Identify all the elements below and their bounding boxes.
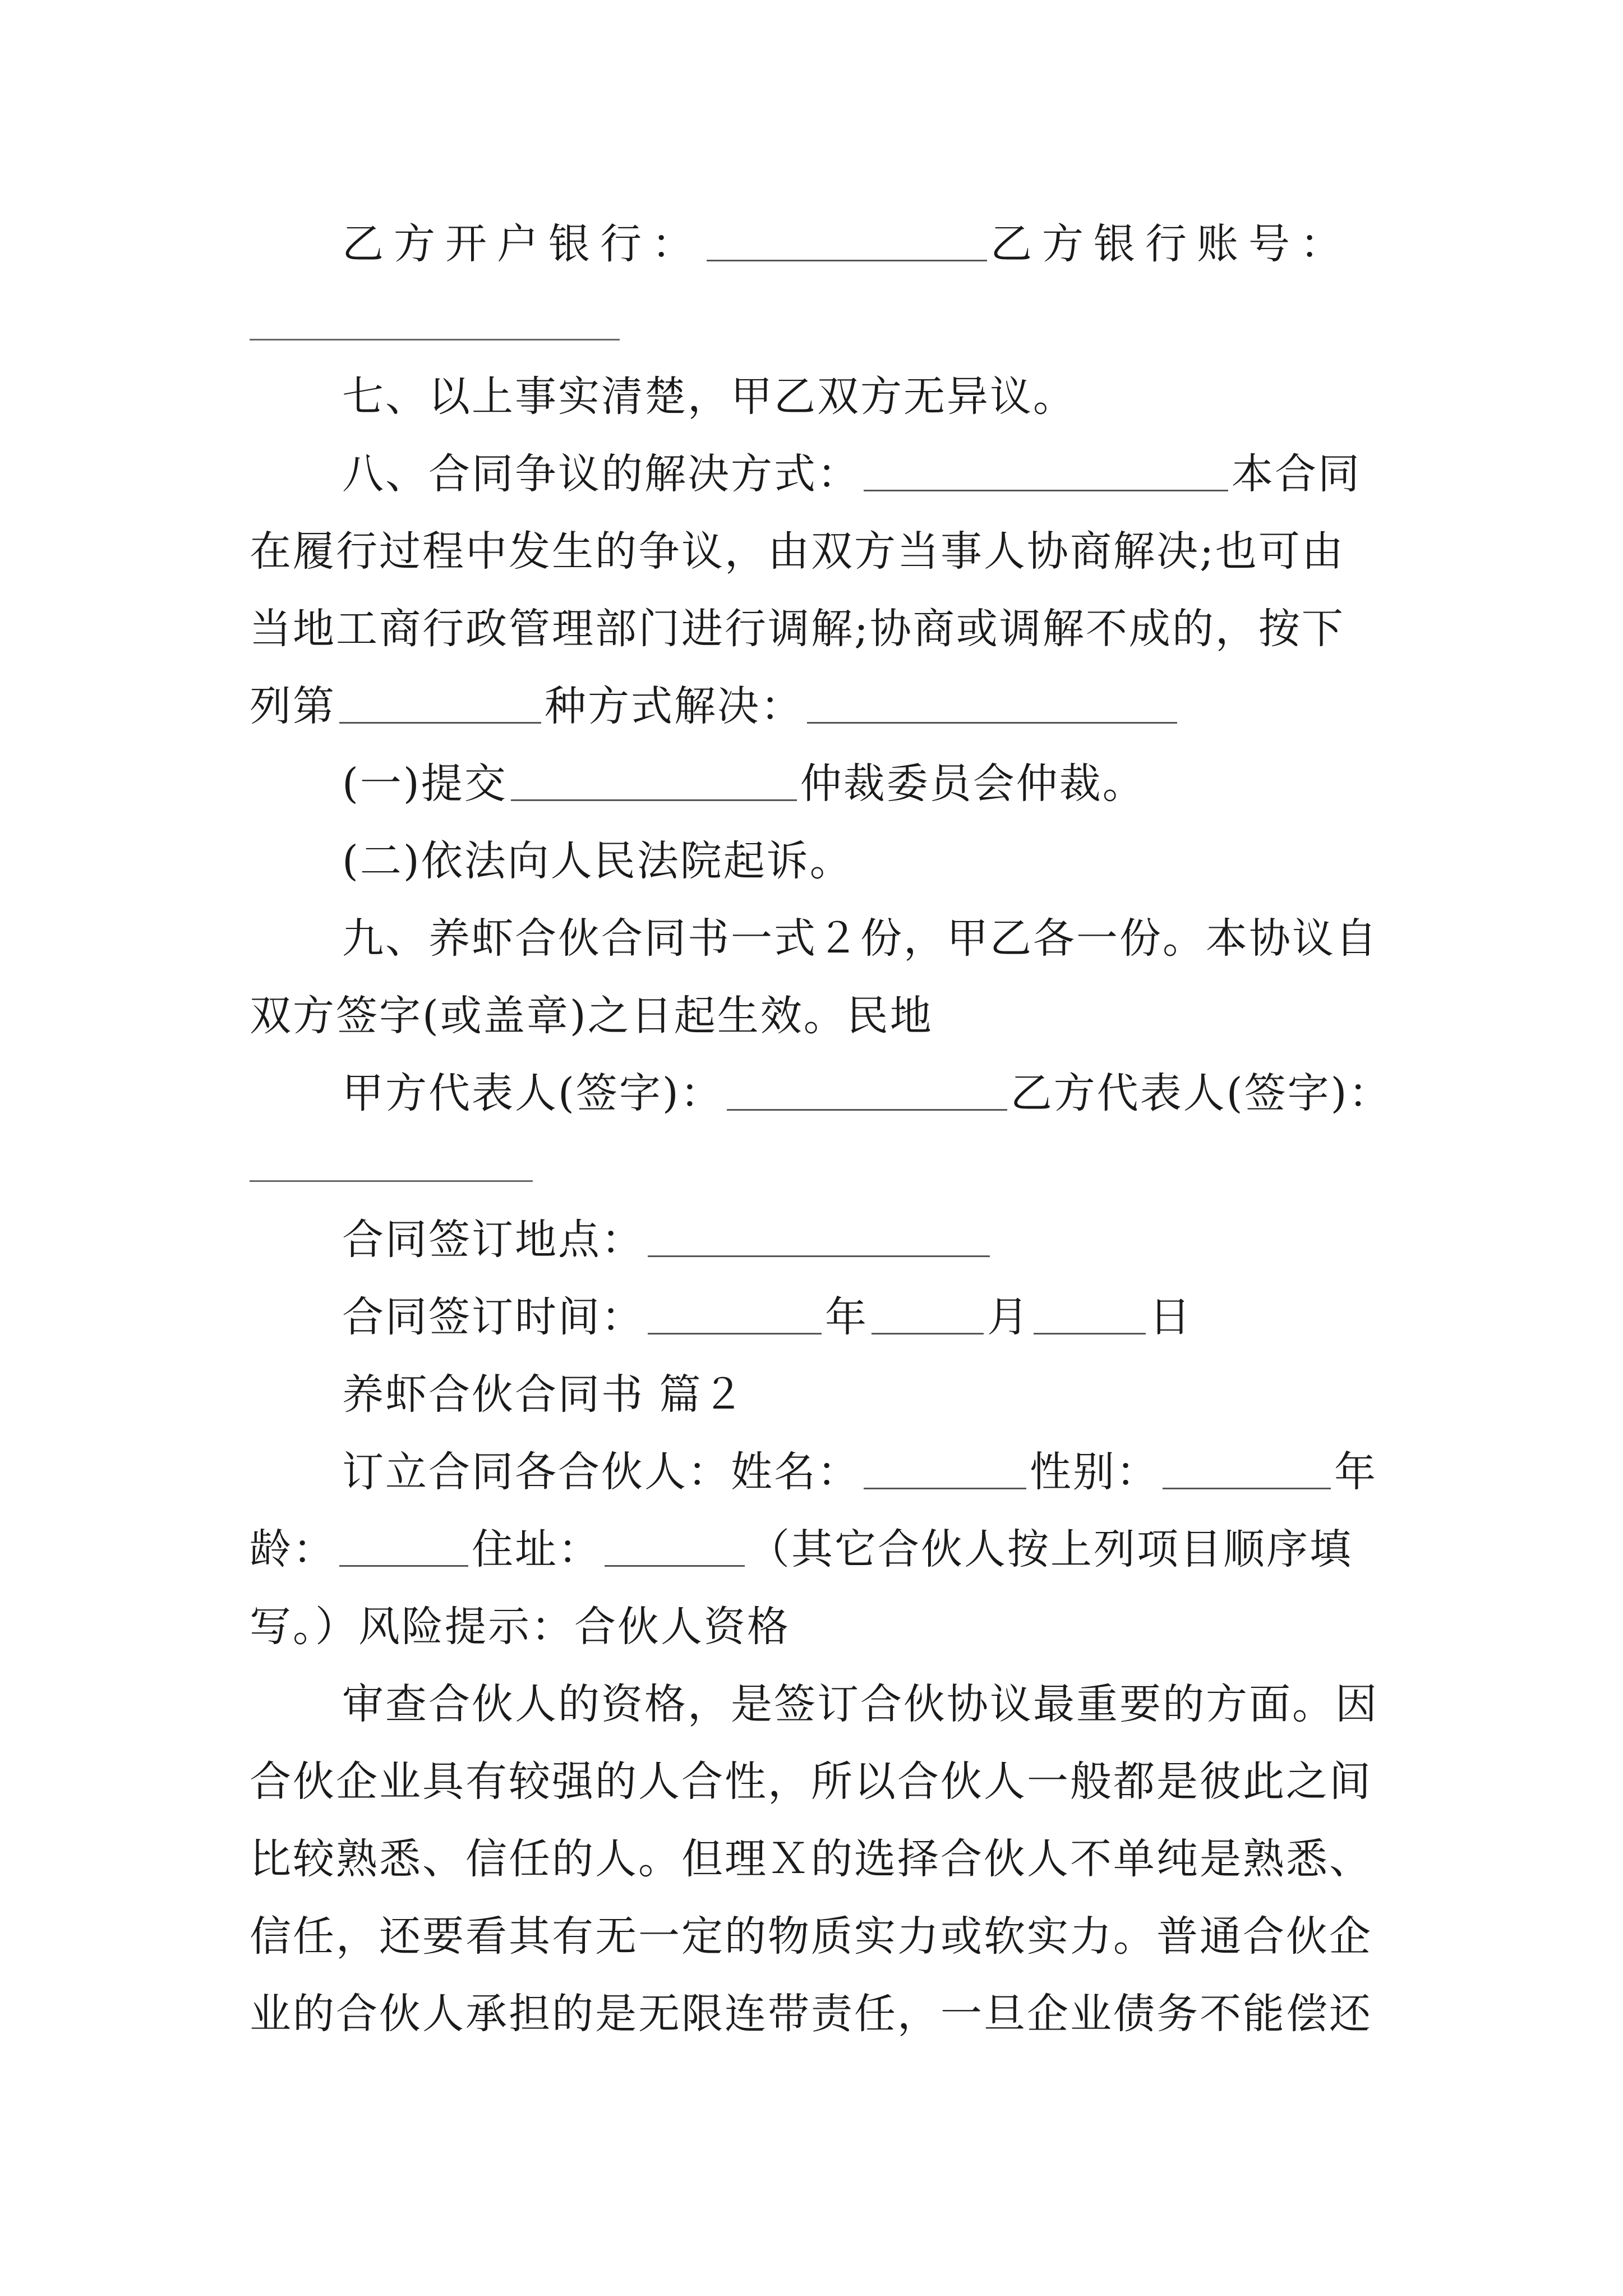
party-b-bank-label: 乙方开户银行： bbox=[342, 220, 703, 268]
party-b-account-blank[interactable] bbox=[250, 339, 620, 341]
method-prefix: 列第 bbox=[250, 682, 336, 730]
partner-gender-label: 性别： bbox=[1030, 1448, 1159, 1496]
paragraph-9-line1: 九、养虾合伙合同书一式２份，甲乙各一份。本协议自 bbox=[342, 914, 1378, 963]
partners-line2 bbox=[0, 1519, 1623, 1580]
partner-age-label-b: 龄： bbox=[250, 1525, 336, 1573]
option-1-prefix: (一)提交 bbox=[342, 760, 508, 808]
option-1-suffix: 仲裁委员会仲裁。 bbox=[800, 760, 1146, 808]
signature-line bbox=[0, 1062, 1623, 1124]
method-suffix: 种方式解决： bbox=[545, 682, 804, 730]
month-blank[interactable] bbox=[872, 1300, 984, 1335]
day-label: 日 bbox=[1149, 1293, 1192, 1341]
party-a-signature-blank[interactable] bbox=[727, 1076, 1007, 1111]
method-number-blank[interactable] bbox=[339, 689, 541, 724]
section-heading: 养虾合伙合同书 篇２ bbox=[342, 1370, 746, 1419]
signing-place-line bbox=[0, 1209, 1623, 1271]
partner-name-label: 订立合同各合伙人：姓名： bbox=[342, 1448, 860, 1496]
method-detail-blank[interactable] bbox=[807, 689, 1177, 724]
qualification-p-line3: 比较熟悉、信任的人。但理Ｘ的选择合伙人不单纯是熟悉、 bbox=[250, 1835, 1372, 1883]
party-b-account-label: 乙方银行账号： bbox=[990, 220, 1352, 268]
partner-age-label-a: 年 bbox=[1334, 1448, 1377, 1496]
partners-line1 bbox=[0, 1441, 1623, 1503]
signing-date-line bbox=[0, 1286, 1623, 1348]
month-label: 月 bbox=[987, 1293, 1030, 1341]
partners-line3: 写。）风险提示：合伙人资格 bbox=[250, 1603, 790, 1651]
partner-gender-blank[interactable] bbox=[1163, 1455, 1331, 1489]
qualification-p-line5: 业的合伙人承担的是无限连带责任，一旦企业债务不能偿还 bbox=[250, 1990, 1372, 2038]
party-a-rep-label: 甲方代表人(签字)： bbox=[342, 1069, 723, 1117]
partner-address-blank[interactable] bbox=[605, 1533, 745, 1567]
party-b-signature-blank[interactable] bbox=[250, 1180, 533, 1182]
qualification-p-line4: 信任，还要看其有无一定的物质实力或软实力。普通合伙企 bbox=[250, 1912, 1372, 1961]
signing-date-label: 合同签订时间： bbox=[342, 1293, 644, 1341]
option-2: (二)依法向人民法院起诉。 bbox=[342, 837, 853, 885]
partner-age-blank[interactable] bbox=[339, 1533, 468, 1567]
year-label: 年 bbox=[825, 1293, 868, 1341]
paragraph-7: 七、以上事实清楚，甲乙双方无异议。 bbox=[342, 372, 1076, 421]
qualification-p-line2: 合伙企业具有较强的人合性，所以合伙人一般都是彼此之间 bbox=[250, 1757, 1372, 1806]
partner-address-label: 住址： bbox=[472, 1525, 601, 1573]
signing-place-label: 合同签订地点： bbox=[342, 1216, 644, 1264]
paragraph-9-line2: 双方签字(或盖章)之日起生效。民地 bbox=[250, 992, 933, 1040]
partner-name-blank[interactable] bbox=[864, 1455, 1026, 1489]
option-1 bbox=[0, 753, 1623, 815]
paragraph-8-line1 bbox=[0, 443, 1623, 505]
dispute-tail: 本合同 bbox=[1232, 450, 1361, 498]
dispute-resolution-blank[interactable] bbox=[864, 457, 1228, 491]
paragraph-8-line2: 在履行过程中发生的争议，由双方当事人协商解决;也可由 bbox=[250, 527, 1345, 576]
qualification-p-line1: 审查合伙人的资格，是签订合伙协议最重要的方面。因 bbox=[342, 1680, 1378, 1728]
arbitration-committee-blank[interactable] bbox=[511, 767, 797, 801]
partners-note: （其它合伙人按上列项目顺序填 bbox=[748, 1525, 1353, 1573]
signing-place-blank[interactable] bbox=[648, 1223, 990, 1257]
dispute-resolution-label: 八、合同争议的解决方式： bbox=[342, 450, 860, 498]
paragraph-8-line3: 当地工商行政管理部门进行调解;协商或调解不成的，按下 bbox=[250, 605, 1345, 653]
party-b-bank-blank[interactable] bbox=[707, 227, 987, 261]
party-b-rep-label: 乙方代表人(签字)： bbox=[1010, 1069, 1392, 1117]
bank-line bbox=[0, 213, 1623, 275]
day-blank[interactable] bbox=[1034, 1300, 1146, 1335]
year-blank[interactable] bbox=[648, 1300, 822, 1335]
paragraph-8-line4 bbox=[0, 675, 1623, 737]
